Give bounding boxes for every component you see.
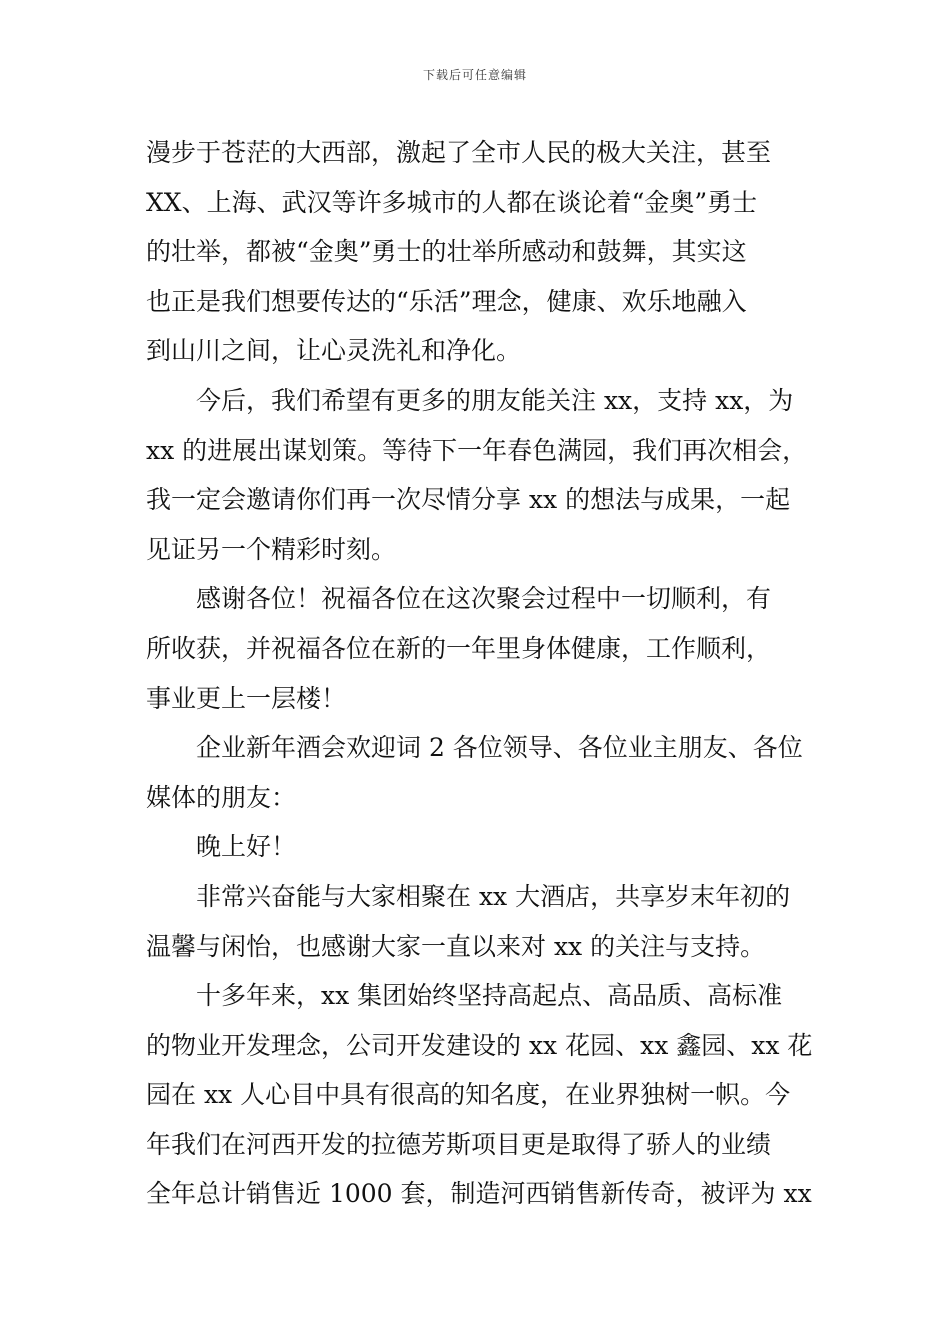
text-line: 年我们在河西开发的拉德芳斯项目更是取得了骄人的业绩 [146,1129,772,1159]
document-body [146,128,814,1219]
text-line: 全年总计销售近 1000 套，制造河西销售新传奇，被评为 xx [146,1179,812,1209]
text-line: 晚上好！ [196,832,297,862]
text-line: 的物业开发理念，公司开发建设的 xx 花园、xx 鑫园、xx 花 [146,1030,813,1060]
page-header-note: 下载后可任意编辑 [422,68,527,82]
text-line: 事业更上一层楼！ [146,683,347,713]
text-line: 的壮举，都被“金奥”勇士的壮举所感动和鼓舞，其实这 [146,237,747,267]
text-line: 温馨与闲怡，也感谢大家一直以来对 xx 的关注与支持。 [146,931,766,961]
text-line: 我一定会邀请你们再一次尽情分享 xx 的想法与成果，一起 [146,485,791,515]
text-line: 感谢各位！祝福各位在这次聚会过程中一切顺利，有 [196,584,772,614]
text-line: 园在 xx 人心目中具有很高的知名度，在业界独树一帜。今 [146,1080,791,1110]
text-line: 见证另一个精彩时刻。 [146,534,397,564]
text-line: 到山川之间，让心灵洗礼和净化。 [146,336,522,366]
text-line: 今后，我们希望有更多的朋友能关注 xx，支持 xx，为 [196,385,794,415]
text-line: 十多年来，xx 集团始终坚持高起点、高品质、高标准 [196,981,783,1011]
text-line: xx 的进展出谋划策。等待下一年春色满园，我们再次相会， [146,435,808,465]
text-line: 非常兴奋能与大家相聚在 xx 大酒店，共享岁末年初的 [196,881,791,911]
text-line: 漫步于苍茫的大西部，激起了全市人民的极大关注，甚至 [146,138,772,167]
text-line: 也正是我们想要传达的“乐活”理念，健康、欢乐地融入 [146,286,747,316]
text-line: XX、上海、武汉等许多城市的人都在谈论着“金奥”勇士 [146,187,758,217]
text-line: 媒体的朋友： [146,782,297,812]
text-line: 企业新年酒会欢迎词 2 各位领导、各位业主朋友、各位 [196,733,803,763]
text-line: 所收获，并祝福各位在新的一年里身体健康，工作顺利， [146,633,772,663]
